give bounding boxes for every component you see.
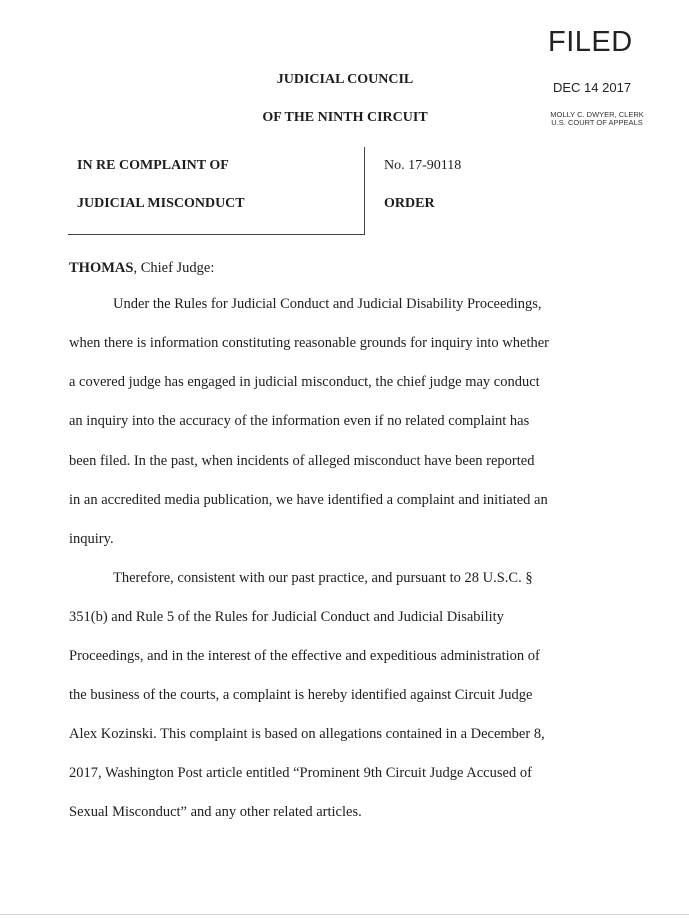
paragraph1-line: when there is information constituting reasonable grounds for inquiry into whether bbox=[69, 335, 550, 351]
case-name-line2: JUDICIAL MISCONDUCT bbox=[77, 196, 245, 211]
clerk-name: MOLLY C. DWYER, CLERK bbox=[550, 110, 644, 119]
paragraph2-line: Therefore, consistent with our past practice, and pursuant to 28 U.S.C. § bbox=[113, 570, 533, 586]
paragraph2-line: Sexual Misconduct” and any other related articles. bbox=[69, 804, 362, 820]
judge-title: , Chief Judge: bbox=[133, 260, 215, 276]
paragraph2-line: the business of the courts, a complaint is hereby identified against Circuit Judge bbox=[69, 687, 533, 703]
paragraph2-line: 351(b) and Rule 5 of the Rules for Judicial Conduct and Judicial Disability bbox=[69, 609, 504, 625]
clerk-stamp bbox=[527, 111, 667, 127]
case-name-line1: IN RE COMPLAINT OF bbox=[77, 158, 229, 173]
paragraph1-line: a covered judge has engaged in judicial misconduct, the chief judge may conduct bbox=[69, 374, 540, 390]
filed-stamp: FILED bbox=[548, 26, 633, 58]
paragraph2-line: Alex Kozinski. This complaint is based on allegations contained in a December 8, bbox=[69, 726, 545, 742]
document-type: ORDER bbox=[384, 196, 435, 211]
paragraph2-line: Proceedings, and in the interest of the effective and expeditious administration of bbox=[69, 648, 540, 664]
council-title: JUDICIAL COUNCIL bbox=[276, 72, 414, 87]
paragraph1-line: been filed. In the past, when incidents of alleged misconduct have been reported bbox=[69, 453, 535, 469]
case-number: No. 17-90118 bbox=[384, 158, 462, 173]
judge-line bbox=[69, 260, 214, 277]
paragraph1-line: Under the Rules for Judicial Conduct and Judicial Disability Proceedings, bbox=[113, 296, 542, 312]
paragraph1-line: in an accredited media publication, we have identified a complaint and initiated an bbox=[69, 492, 548, 508]
circuit-title: OF THE NINTH CIRCUIT bbox=[262, 110, 428, 125]
page-edge-divider bbox=[0, 914, 689, 915]
paragraph2-line: 2017, Washington Post article entitled “Prominent 9th Circuit Judge Accused of bbox=[69, 765, 532, 781]
judge-name: THOMAS bbox=[69, 260, 134, 276]
clerk-court: U.S. COURT OF APPEALS bbox=[551, 118, 643, 127]
filed-date: DEC 14 2017 bbox=[553, 80, 632, 95]
paragraph1-line: an inquiry into the accuracy of the information even if no related complaint has bbox=[69, 413, 530, 429]
paragraph1-line: inquiry. bbox=[69, 531, 114, 547]
